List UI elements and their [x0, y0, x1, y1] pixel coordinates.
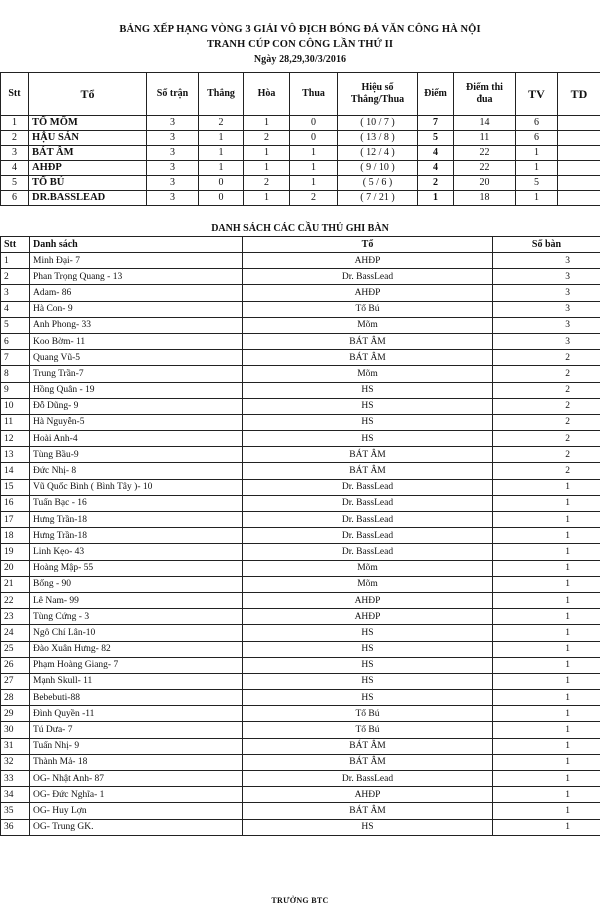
cell-tv: 5: [516, 176, 558, 191]
cell-emulation: 22: [454, 161, 516, 176]
cell-team: HS: [243, 382, 493, 398]
cell-stt: 35: [1, 803, 30, 819]
cell-losses: 2: [290, 191, 338, 206]
cell-wins: 1: [199, 161, 244, 176]
cell-emulation: 22: [454, 146, 516, 161]
cell-team: HS: [243, 641, 493, 657]
table-row: [1, 116, 600, 131]
header-line-3: Ngày 28,29,30/3/2016: [253, 54, 347, 65]
cell-gd: ( 13 / 8 ): [338, 131, 418, 146]
cell-team: HS: [243, 657, 493, 673]
cell-stt: 13: [1, 447, 30, 463]
cell-played: 3: [147, 146, 199, 161]
cell-team: BÁT ÂM: [243, 803, 493, 819]
table-row: [1, 253, 600, 269]
cell-stt: 8: [1, 366, 30, 382]
cell-team: HS: [243, 690, 493, 706]
cell-emulation: 11: [454, 131, 516, 146]
cell-name: Hà Nguyễn-5: [30, 414, 243, 430]
cell-draws: 1: [244, 191, 290, 206]
cell-td: [558, 161, 600, 176]
cell-name: Đức Nhị- 8: [30, 463, 243, 479]
cell-stt: 21: [1, 576, 30, 592]
cell-losses: 1: [290, 176, 338, 191]
cell-name: Hưng Trần-18: [30, 528, 243, 544]
cell-name: Quang Vũ-5: [30, 350, 243, 366]
cell-stt: 19: [1, 544, 30, 560]
cell-goals: 2: [493, 398, 600, 414]
table-row: [1, 269, 600, 285]
table-row: [1, 803, 600, 819]
cell-stt: 1: [1, 116, 29, 131]
cell-played: 3: [147, 191, 199, 206]
cell-goals: 1: [493, 722, 600, 738]
cell-team: HS: [243, 819, 493, 835]
cell-goals: 3: [493, 269, 600, 285]
table-row: [1, 479, 600, 495]
cell-stt: 14: [1, 463, 30, 479]
cell-team: Dr. BassLead: [243, 269, 493, 285]
cell-team: Mõm: [243, 366, 493, 382]
cell-goals: 1: [493, 803, 600, 819]
cell-stt: 33: [1, 771, 30, 787]
cell-team: AHĐP: [243, 592, 493, 608]
cell-stt: 34: [1, 787, 30, 803]
cell-goals: 1: [493, 512, 600, 528]
table-row: [1, 528, 600, 544]
cell-points: 1: [418, 191, 454, 206]
cell-wins: 0: [199, 176, 244, 191]
cell-goals: 1: [493, 819, 600, 835]
cell-team: BÁT ÂM: [243, 738, 493, 754]
cell-wins: 2: [199, 116, 244, 131]
cell-stt: 32: [1, 754, 30, 770]
cell-goals: 1: [493, 592, 600, 608]
cell-stt: 20: [1, 560, 30, 576]
cell-stt: 2: [1, 131, 29, 146]
cell-td: [558, 131, 600, 146]
cell-name: OG- Nhật Anh- 87: [30, 771, 243, 787]
table-row: [1, 414, 600, 430]
cell-goals: 1: [493, 576, 600, 592]
cell-stt: 36: [1, 819, 30, 835]
table-row: [1, 191, 600, 206]
cell-losses: 1: [290, 146, 338, 161]
table-row: [1, 754, 600, 770]
col-goals: Số bàn: [493, 237, 600, 253]
cell-team: Mõm: [243, 576, 493, 592]
cell-name: Phạm Hoàng Giang- 7: [30, 657, 243, 673]
cell-td: [558, 116, 600, 131]
cell-losses: 0: [290, 116, 338, 131]
cell-goals: 2: [493, 382, 600, 398]
cell-td: [558, 191, 600, 206]
cell-stt: 31: [1, 738, 30, 754]
cell-team: HS: [243, 625, 493, 641]
cell-team: Mõm: [243, 317, 493, 333]
col-stt: Stt: [1, 73, 29, 116]
cell-goals: 3: [493, 253, 600, 269]
cell-name: Linh Kẹo- 43: [30, 544, 243, 560]
table-row: [1, 625, 600, 641]
cell-draws: 2: [244, 131, 290, 146]
cell-team: HS: [243, 431, 493, 447]
cell-name: Hoàng Mập- 55: [30, 560, 243, 576]
col-emulation: Điểm thi đua: [454, 73, 516, 116]
cell-played: 3: [147, 161, 199, 176]
cell-stt: 3: [1, 146, 29, 161]
cell-tv: 1: [516, 146, 558, 161]
cell-goals: 1: [493, 754, 600, 770]
cell-points: 4: [418, 161, 454, 176]
cell-wins: 1: [199, 131, 244, 146]
standings-table: [0, 72, 600, 206]
cell-team: Dr. BassLead: [243, 479, 493, 495]
cell-team: AHĐP: [243, 609, 493, 625]
cell-name: OG- Trung GK.: [30, 819, 243, 835]
cell-stt: 12: [1, 431, 30, 447]
cell-name: OG- Huy Lợn: [30, 803, 243, 819]
table-row: [1, 431, 600, 447]
table-row: [1, 819, 600, 835]
cell-tv: 6: [516, 116, 558, 131]
cell-stt: 27: [1, 673, 30, 689]
cell-team: Dr. BassLead: [243, 512, 493, 528]
cell-team: DR.BASSLEAD: [29, 191, 147, 206]
cell-draws: 1: [244, 146, 290, 161]
cell-points: 2: [418, 176, 454, 191]
cell-team: HS: [243, 398, 493, 414]
cell-goals: 2: [493, 463, 600, 479]
cell-team: AHĐP: [243, 787, 493, 803]
cell-goals: 1: [493, 560, 600, 576]
cell-gd: ( 7 / 21 ): [338, 191, 418, 206]
cell-stt: 26: [1, 657, 30, 673]
cell-team: BÁT ÂM: [243, 447, 493, 463]
cell-name: Hoài Anh-4: [30, 431, 243, 447]
cell-draws: 2: [244, 176, 290, 191]
cell-name: Ngô Chí Lân-10: [30, 625, 243, 641]
col-name: Danh sách: [30, 237, 243, 253]
cell-team: BÁT ÂM: [29, 146, 147, 161]
cell-team: AHĐP: [243, 253, 493, 269]
document-header: [0, 0, 600, 67]
cell-name: Trung Trần-7: [30, 366, 243, 382]
cell-name: Phan Trọng Quang - 13: [30, 269, 243, 285]
cell-name: Anh Phong- 33: [30, 317, 243, 333]
cell-stt: 7: [1, 350, 30, 366]
cell-stt: 5: [1, 317, 30, 333]
cell-team: BÁT ÂM: [243, 333, 493, 349]
cell-stt: 24: [1, 625, 30, 641]
cell-goals: 1: [493, 641, 600, 657]
table-row: [1, 673, 600, 689]
cell-goals: 1: [493, 673, 600, 689]
cell-team: Tổ Bú: [243, 722, 493, 738]
cell-name: Lê Nam- 99: [30, 592, 243, 608]
cell-name: Adam- 86: [30, 285, 243, 301]
cell-stt: 5: [1, 176, 29, 191]
cell-name: Đỗ Dũng- 9: [30, 398, 243, 414]
cell-team: BÁT ÂM: [243, 350, 493, 366]
table-row: [1, 706, 600, 722]
cell-goals: 3: [493, 301, 600, 317]
cell-goals: 1: [493, 609, 600, 625]
scorers-title: DANH SÁCH CÁC CẦU THỦ GHI BÀN: [211, 223, 389, 234]
cell-goals: 1: [493, 738, 600, 754]
cell-goals: 3: [493, 317, 600, 333]
col-tv: TV: [516, 73, 558, 116]
header-line-2: TRANH CÚP CON CÔNG LẦN THỨ II: [206, 39, 394, 50]
cell-stt: 3: [1, 285, 30, 301]
cell-name: Tuấn Nhị- 9: [30, 738, 243, 754]
table-row: [1, 690, 600, 706]
table-row: [1, 146, 600, 161]
cell-stt: 25: [1, 641, 30, 657]
col-stt: Stt: [1, 237, 30, 253]
col-draws: Hòa: [244, 73, 290, 116]
table-row: [1, 560, 600, 576]
cell-played: 3: [147, 131, 199, 146]
cell-stt: 30: [1, 722, 30, 738]
table-row: [1, 641, 600, 657]
cell-td: [558, 176, 600, 191]
cell-team: BÁT ÂM: [243, 754, 493, 770]
cell-stt: 4: [1, 161, 29, 176]
cell-goals: 1: [493, 771, 600, 787]
col-team: Tổ: [243, 237, 493, 253]
cell-goals: 2: [493, 431, 600, 447]
table-row: [1, 350, 600, 366]
table-row: [1, 366, 600, 382]
table-row: [1, 301, 600, 317]
cell-stt: 2: [1, 269, 30, 285]
cell-gd: ( 5 / 6 ): [338, 176, 418, 191]
cell-stt: 10: [1, 398, 30, 414]
cell-name: Bống - 90: [30, 576, 243, 592]
cell-name: Tùng Bầu-9: [30, 447, 243, 463]
cell-stt: 23: [1, 609, 30, 625]
cell-points: 4: [418, 146, 454, 161]
col-td: TD: [558, 73, 600, 116]
table-row: [1, 382, 600, 398]
cell-name: Hà Con- 9: [30, 301, 243, 317]
cell-emulation: 14: [454, 116, 516, 131]
signature-label: TRƯỞNG BTC: [271, 896, 329, 905]
cell-goals: 2: [493, 350, 600, 366]
cell-goals: 1: [493, 657, 600, 673]
cell-goals: 1: [493, 706, 600, 722]
cell-team: HS: [243, 414, 493, 430]
cell-goals: 1: [493, 528, 600, 544]
cell-draws: 1: [244, 116, 290, 131]
cell-gd: ( 10 / 7 ): [338, 116, 418, 131]
cell-tv: 1: [516, 191, 558, 206]
cell-losses: 1: [290, 161, 338, 176]
table-row: [1, 609, 600, 625]
table-row: [1, 161, 600, 176]
cell-goals: 1: [493, 495, 600, 511]
cell-stt: 6: [1, 333, 30, 349]
cell-wins: 0: [199, 191, 244, 206]
cell-stt: 4: [1, 301, 30, 317]
header-line-1: BẢNG XẾP HẠNG VÒNG 3 GIẢI VÔ ĐỊCH BÓNG ĐÁ VĂN CÔNG HÀ NỘI: [119, 24, 481, 35]
cell-played: 3: [147, 176, 199, 191]
scorers-body: [1, 253, 600, 836]
col-played: Số trận: [147, 73, 199, 116]
cell-stt: 29: [1, 706, 30, 722]
cell-name: Minh Đại- 7: [30, 253, 243, 269]
cell-name: Koo Bờm- 11: [30, 333, 243, 349]
cell-emulation: 18: [454, 191, 516, 206]
table-row: [1, 447, 600, 463]
cell-gd: ( 9 / 10 ): [338, 161, 418, 176]
cell-stt: 6: [1, 191, 29, 206]
cell-td: [558, 146, 600, 161]
cell-emulation: 20: [454, 176, 516, 191]
cell-stt: 1: [1, 253, 30, 269]
cell-team: HẬU SẢN: [29, 131, 147, 146]
table-row: [1, 333, 600, 349]
cell-goals: 3: [493, 285, 600, 301]
cell-team: TỔ MÕM: [29, 116, 147, 131]
cell-name: Tuấn Bạc - 16: [30, 495, 243, 511]
cell-points: 7: [418, 116, 454, 131]
table-row: [1, 495, 600, 511]
cell-name: Vũ Quốc Bình ( Bình Tây )- 10: [30, 479, 243, 495]
col-wins: Thắng: [199, 73, 244, 116]
cell-goals: 1: [493, 690, 600, 706]
cell-team: Dr. BassLead: [243, 495, 493, 511]
cell-stt: 11: [1, 414, 30, 430]
cell-name: Mạnh Skull- 11: [30, 673, 243, 689]
cell-name: Hồng Quân - 19: [30, 382, 243, 398]
cell-tv: 6: [516, 131, 558, 146]
cell-name: Hưng Trần-18: [30, 512, 243, 528]
cell-team: HS: [243, 673, 493, 689]
table-row: [1, 722, 600, 738]
cell-name: Đình Quyền -11: [30, 706, 243, 722]
table-row: [1, 176, 600, 191]
cell-stt: 28: [1, 690, 30, 706]
scorers-header-row: [1, 237, 600, 253]
table-row: [1, 771, 600, 787]
cell-goals: 3: [493, 333, 600, 349]
cell-stt: 15: [1, 479, 30, 495]
cell-team: AHĐP: [29, 161, 147, 176]
cell-team: TỔ BÚ: [29, 176, 147, 191]
cell-stt: 17: [1, 512, 30, 528]
table-row: [1, 657, 600, 673]
cell-team: AHĐP: [243, 285, 493, 301]
cell-goals: 1: [493, 479, 600, 495]
table-row: [1, 317, 600, 333]
table-row: [1, 512, 600, 528]
table-row: [1, 592, 600, 608]
cell-stt: 9: [1, 382, 30, 398]
col-losses: Thua: [290, 73, 338, 116]
table-row: [1, 738, 600, 754]
table-row: [1, 463, 600, 479]
cell-draws: 1: [244, 161, 290, 176]
cell-name: Bebebuti-88: [30, 690, 243, 706]
col-team: Tổ: [29, 73, 147, 116]
cell-name: Tùng Cứng - 3: [30, 609, 243, 625]
cell-goals: 2: [493, 447, 600, 463]
standings-body: [1, 116, 600, 206]
cell-losses: 0: [290, 131, 338, 146]
cell-stt: 18: [1, 528, 30, 544]
cell-team: Mõm: [243, 560, 493, 576]
table-row: [1, 398, 600, 414]
cell-team: Tổ Bú: [243, 301, 493, 317]
col-points: Điểm: [418, 73, 454, 116]
col-goal-ratio: Hiệu số Thắng/Thua: [338, 73, 418, 116]
cell-team: Dr. BassLead: [243, 544, 493, 560]
cell-goals: 2: [493, 366, 600, 382]
cell-name: Đào Xuân Hưng- 82: [30, 641, 243, 657]
cell-points: 5: [418, 131, 454, 146]
cell-name: Thành Mả- 18: [30, 754, 243, 770]
cell-played: 3: [147, 116, 199, 131]
cell-wins: 1: [199, 146, 244, 161]
table-row: [1, 131, 600, 146]
table-row: [1, 544, 600, 560]
cell-goals: 1: [493, 625, 600, 641]
cell-goals: 1: [493, 787, 600, 803]
cell-team: Tổ Bú: [243, 706, 493, 722]
scorers-table: [0, 236, 600, 836]
cell-gd: ( 12 / 4 ): [338, 146, 418, 161]
cell-goals: 2: [493, 414, 600, 430]
cell-team: Dr. BassLead: [243, 528, 493, 544]
standings-header-row: [1, 73, 600, 116]
table-row: [1, 576, 600, 592]
table-row: [1, 285, 600, 301]
cell-goals: 1: [493, 544, 600, 560]
cell-tv: 1: [516, 161, 558, 176]
cell-stt: 16: [1, 495, 30, 511]
cell-name: OG- Đức Nghĩa- 1: [30, 787, 243, 803]
cell-stt: 22: [1, 592, 30, 608]
cell-name: Tú Dưa- 7: [30, 722, 243, 738]
cell-team: BÁT ÂM: [243, 463, 493, 479]
cell-team: Dr. BassLead: [243, 771, 493, 787]
table-row: [1, 787, 600, 803]
